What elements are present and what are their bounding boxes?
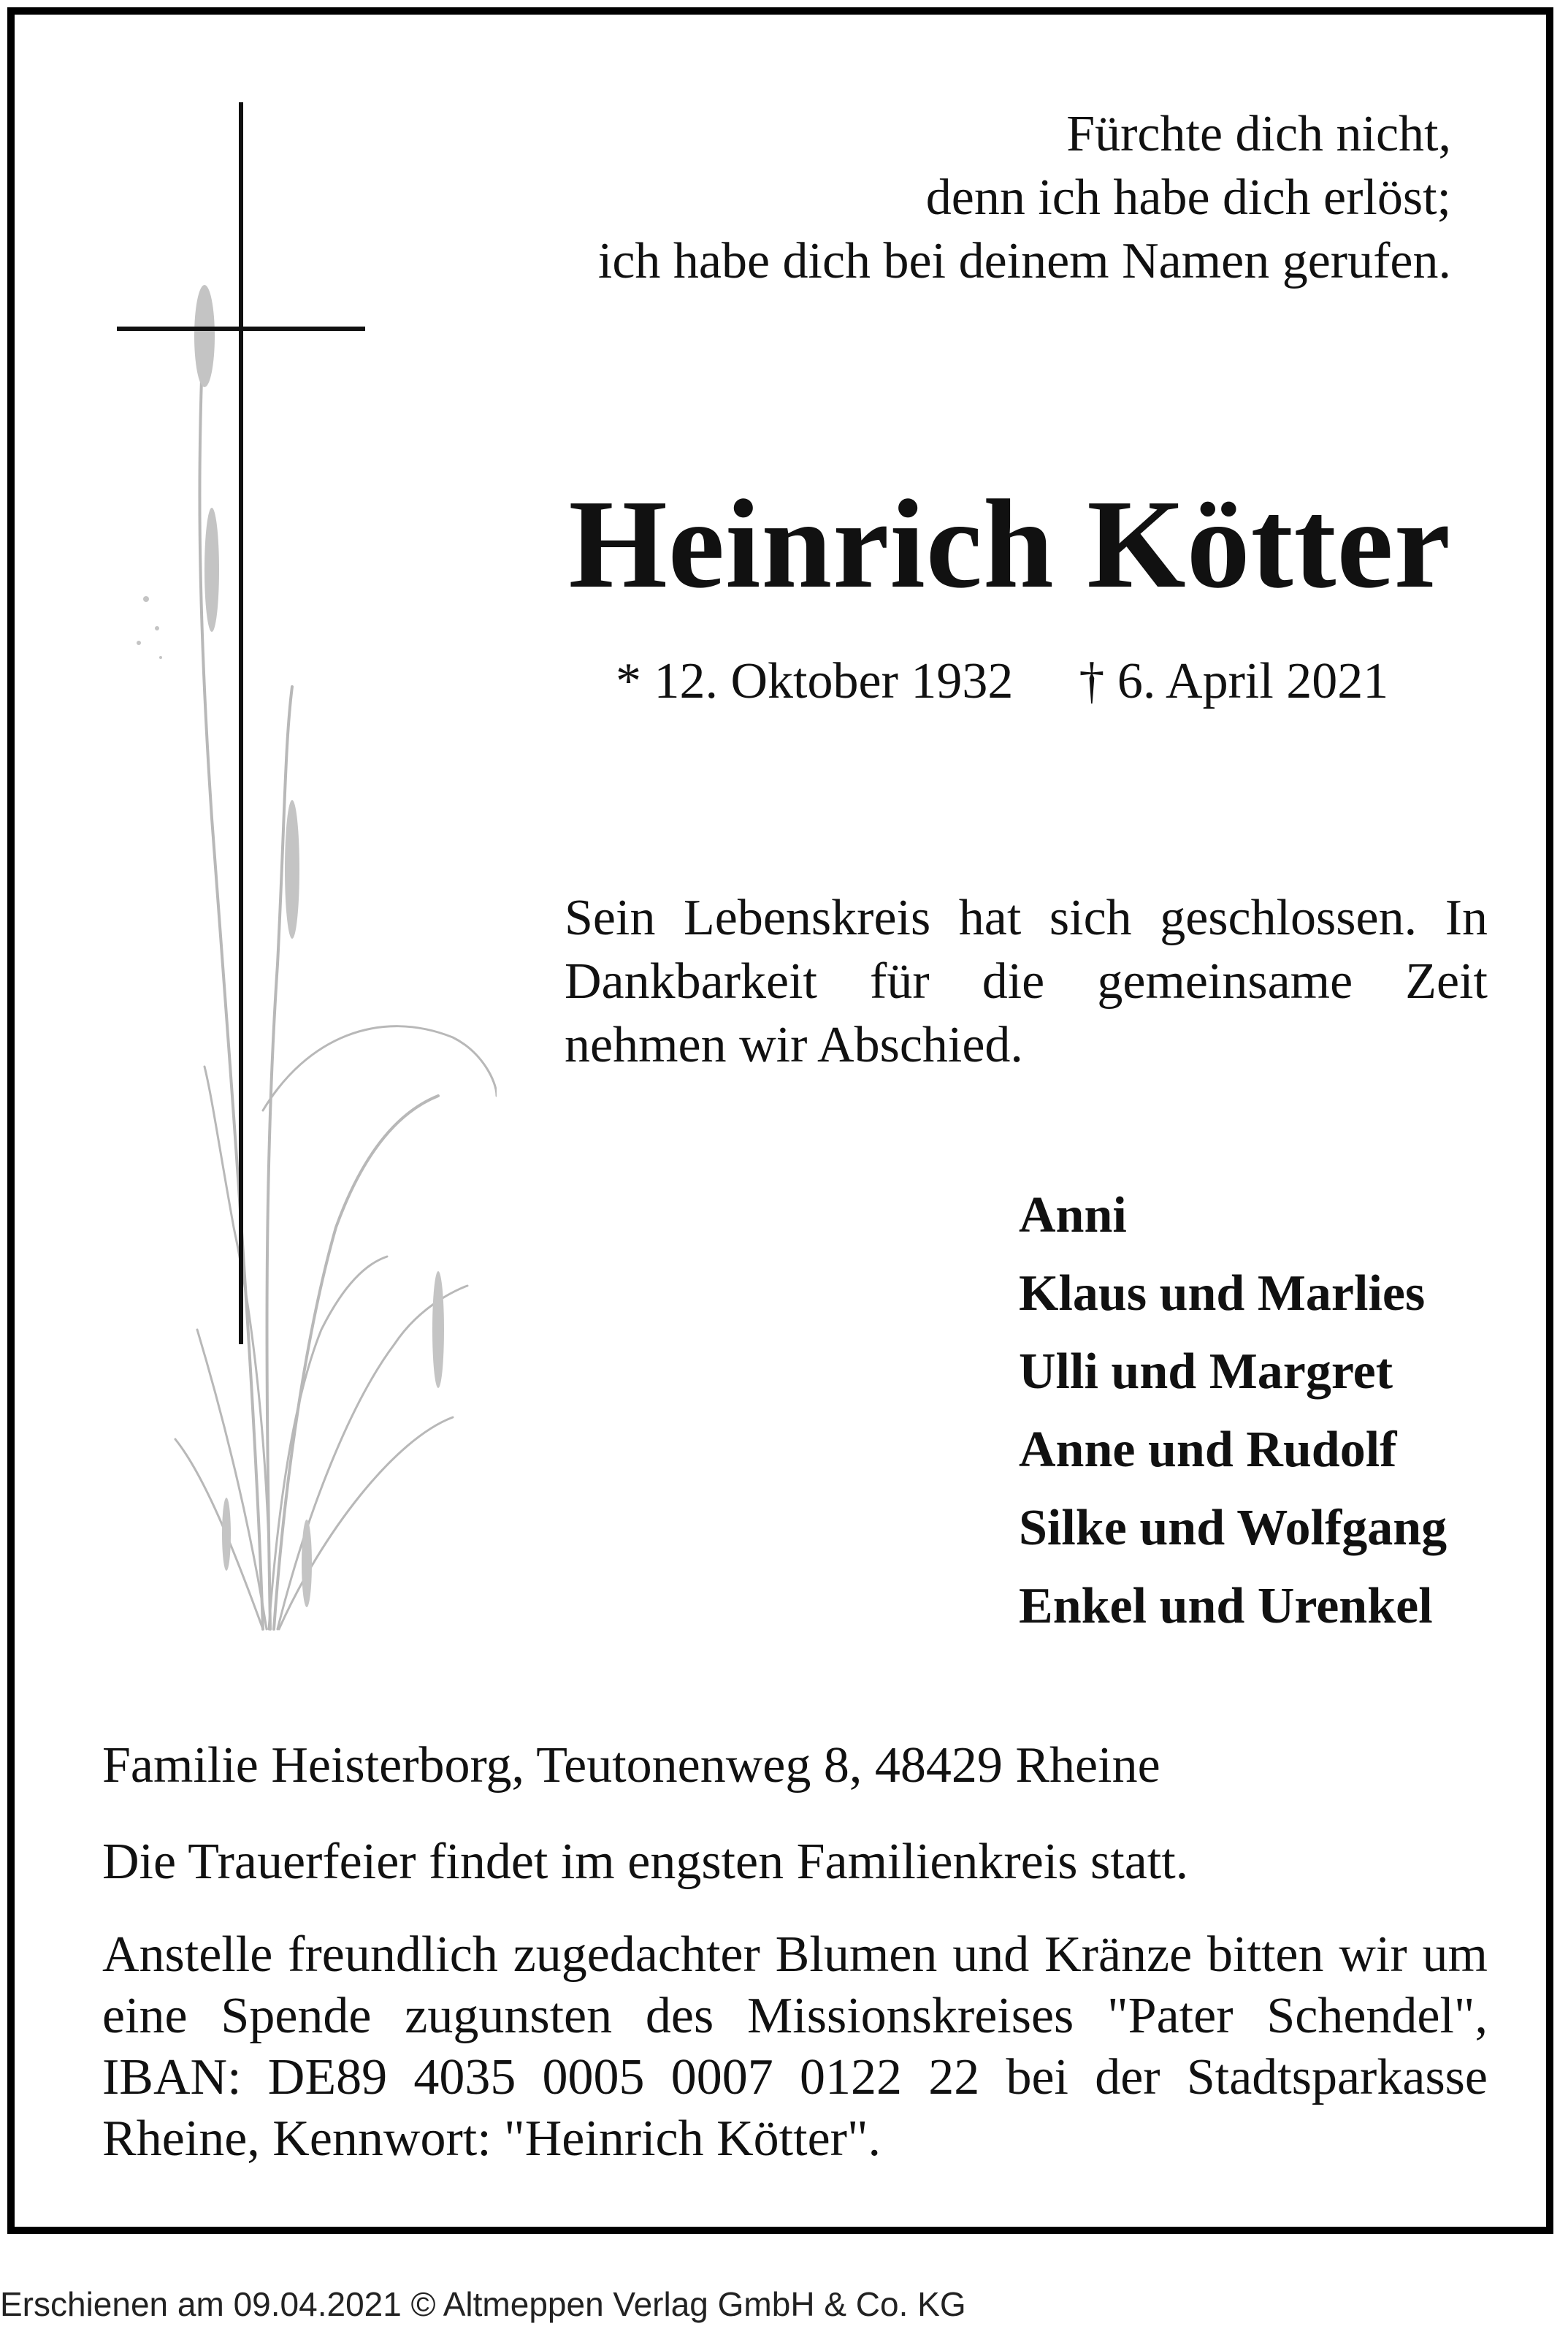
verse-line: denn ich habe dich erlöst;	[925, 169, 1451, 226]
bible-verse	[356, 102, 1451, 293]
closing-text: Sein Lebenskreis hat sich geschlossen. In Dankbarkeit für die gemeinsame Zeit nehmen wir Abschied.	[565, 890, 1488, 1073]
obituary-frame	[7, 7, 1553, 2234]
mourner-name: Silke und Wolfgang	[1019, 1500, 1447, 1556]
mourner-name: Enkel und Urenkel	[1019, 1578, 1433, 1634]
death-date: † 6. April 2021	[1079, 653, 1389, 709]
publication-footer: Erschienen am 09.04.2021 © Altmeppen Verlag GmbH & Co. KG	[0, 2285, 966, 2323]
mourner-name: Anne und Rudolf	[1019, 1422, 1397, 1478]
mourner-name: Ulli und Margret	[1019, 1343, 1393, 1400]
mourners-list	[1019, 1176, 1447, 1645]
verse-line: Fürchte dich nicht,	[1066, 106, 1451, 162]
mourner-name: Anni	[1019, 1187, 1127, 1243]
deceased-name: Heinrich Kötter	[568, 473, 1451, 614]
birth-date: * 12. Oktober 1932	[616, 653, 1014, 709]
mourner-name: Klaus und Marlies	[1019, 1265, 1426, 1322]
cross-with-grass-icon	[88, 88, 497, 1636]
life-dates	[616, 649, 1388, 714]
family-address: Familie Heisterborg, Teutonenweg 8, 48429 Rheine	[102, 1737, 1160, 1794]
donation-note: Anstelle freundlich zugedachter Blumen und Kränze bitten wir um eine Spende zugunsten des Missionskreises "Pater Schendel", IBAN: DE89 4035 0005 0007 0122 22 bei der Stadtsparkasse Rheine, Kennwort: "Heinrich Kötter".	[102, 1926, 1488, 2167]
ceremony-note: Die Trauerfeier findet im engsten Familienkreis statt.	[102, 1834, 1189, 1890]
verse-line: ich habe dich bei deinem Namen gerufen.	[597, 233, 1451, 289]
